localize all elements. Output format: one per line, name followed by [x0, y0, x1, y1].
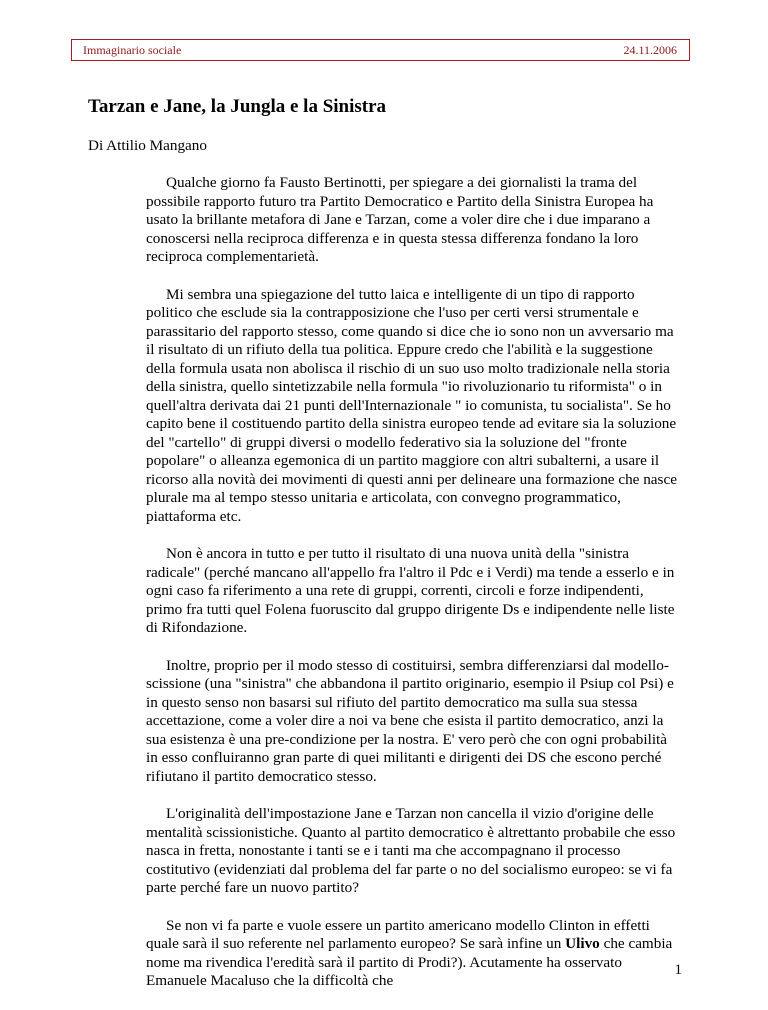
header-date: 24.11.2006 — [623, 43, 677, 57]
article-body — [146, 174, 682, 1010]
paragraph-2: Mi sembra una spiegazione del tutto laica e intelligente di un tipo di rapporto politico che esclude sia la contrapposizione che l'uso per certi versi strumentale e parassitario del rapporto stesso, come quando si dice che io sono non un avversario ma il risultato di un rifiuto della tua politica. Eppure credo che l'abilità e la suggestione della formula usata non abolisca il rischio di un suo uso molto tradizionale nella storia della sinistra, quello sintetizzabile nella formula "io rivoluzionario tu riformista" o in quell'altra derivata dai 21 punti dell'Internazionale " io comunista, tu socialista". Se ho capito bene il costituendo partito della sinistra europeo tende ad evitare sia la soluzione del "cartello" di gruppi diversi o modello federativo sia la soluzione del "fronte popolare" o alleanza egemonica di un partito maggiore con altri subalterni, a usare il ricorso alla novità dei movimenti di questi anni per delineare una formazione che nasce plurale ma al tempo stesso unitaria e articolata, con convegno programmatico, piattaforma etc. — [146, 285, 677, 525]
article-byline: Di Attilio Mangano — [88, 137, 207, 154]
ulivo-bold-term: Ulivo — [565, 935, 600, 952]
paragraph-4: Inoltre, proprio per il modo stesso di costituirsi, sembra differenziarsi dal modello-scissione (una "sinistra" che abbandona il partito originario, esempio il Psiup col Psi) e in questo senso non basarsi sul rifiuto del partito democratico ma sulla sua stessa accettazione, come a voler dire a noi va bene che esista il partito democratico, anzi la sua esistenza è una pre-condizione per la nostra. E' vero però che con ogni probabilità in esso confluiranno gran parte di quei militanti e dirigenti dei DS che escono perché rifiutano il partito democratico stesso. — [146, 656, 674, 785]
paragraph-6 — [146, 917, 682, 991]
paragraph-1: Qualche giorno fa Fausto Bertinotti, per spiegare a dei giornalisti la trama del possibile rapporto futuro tra Partito Democratico e Partito della Sinistra Europea ha usato la brillante metafora di Jane e Tarzan, come a voler dire che i due imparano a conoscersi nella reciproca differenza e in questa stessa differenza fondano la loro reciproca complementarietà. — [146, 174, 654, 265]
page-header — [71, 39, 690, 61]
paragraph-6-text-start: Se non vi fa parte e vuole essere un partito americano modello Clinton in effetti quale sarà il suo referente nel parlamento europeo? Se sarà infine un — [146, 916, 650, 952]
paragraph-6-text-end: che cambia nome ma rivendica l'eredità sarà il partito di Prodi?). Acutamente ha osservato Emanuele Macaluso che la difficoltà che — [146, 935, 673, 989]
paragraph-5: L'originalità dell'impostazione Jane e Tarzan non cancella il vizio d'origine delle mentalità scissionistiche. Quanto al partito democratico è altrettanto probabile che esso nasca in fretta, nonostante i tanti se e i tanti ma che accompagnano il processo costitutivo (evidenziati dal problema del far parte o no del socialismo europeo: se vi fa parte perché fare un nuovo partito? — [146, 805, 676, 896]
article-title: Tarzan e Jane, la Jungla e la Sinistra — [88, 96, 387, 117]
header-section-title: Immaginario sociale — [83, 43, 182, 57]
page-number: 1 — [674, 962, 682, 978]
paragraph-3: Non è ancora in tutto e per tutto il risultato di una nuova unità della "sinistra radicale" (perché mancano all'appello fra l'altro il Pdc e i Verdi) ma tende a esserlo e in ogni caso fa riferimento a una rete di gruppi, correnti, circoli e forze indipendenti, primo fra tutti quel Folena fuoruscito dal gruppo dirigente Ds e indipendente nelle liste di Rifondazione. — [146, 545, 675, 636]
